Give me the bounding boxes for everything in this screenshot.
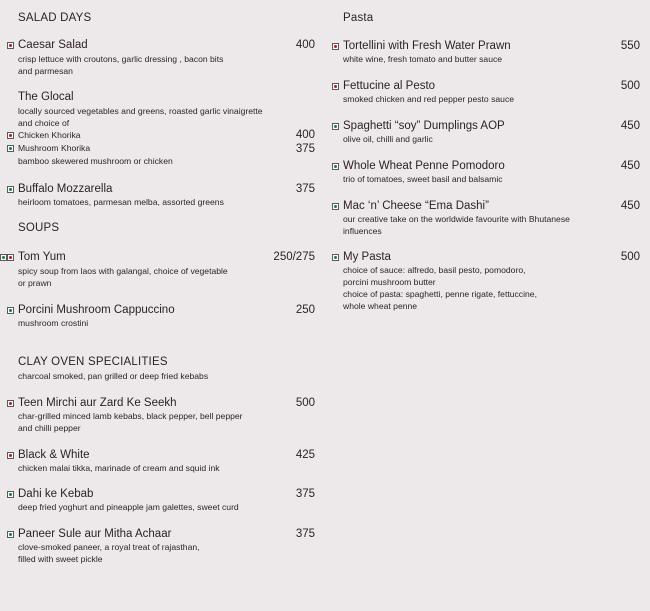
item-name: Mac ‘n’ Cheese “Ema Dashi” (343, 200, 489, 212)
item-price: 550 (620, 40, 640, 52)
item-price: 400 (295, 129, 315, 141)
item-price: 425 (295, 449, 315, 461)
item-name: Caesar Salad (18, 39, 88, 51)
non-veg-icon (332, 83, 339, 90)
item-name: Teen Mirchi aur Zard Ke Seekh (18, 397, 177, 409)
item-price: 375 (295, 183, 315, 195)
item-desc: clove-smoked paneer, a royal treat of rajasthan, (18, 542, 200, 552)
item-price: 500 (295, 397, 315, 409)
item-name: Dahi ke Kebab (18, 488, 94, 500)
veg-icon (7, 145, 14, 152)
veg-icon (0, 254, 7, 261)
section-title-pasta: Pasta (343, 12, 374, 24)
veg-icon (7, 186, 14, 193)
veg-icon (332, 254, 339, 261)
item-desc: porcini mushroom butter (343, 277, 436, 287)
item-name: Tom Yum (18, 251, 66, 263)
item-name: Spaghetti “soy” Dumplings AOP (343, 120, 505, 132)
item-name: The Glocal (18, 91, 74, 103)
item-desc: and chilli pepper (18, 423, 81, 433)
item-desc: white wine, fresh tomato and butter sauce (343, 54, 503, 64)
item-desc: deep fried yoghurt and pineapple jam galettes, sweet curd (18, 502, 239, 512)
item-desc: trio of tomatoes, sweet basil and balsamic (343, 174, 503, 184)
veg-icon (7, 491, 14, 498)
item-price: 500 (620, 80, 640, 92)
item-price: 375 (295, 488, 315, 500)
section-title-clay-oven: CLAY OVEN SPECIALITIES (18, 356, 168, 368)
non-veg-icon (332, 43, 339, 50)
item-price: 450 (620, 160, 640, 172)
item-price: 400 (295, 39, 315, 51)
item-desc: bamboo skewered mushroom or chicken (18, 156, 173, 166)
item-desc: filled with sweet pickle (18, 554, 103, 564)
item-desc: mushroom crostini (18, 318, 89, 328)
item-desc: our creative take on the worldwide favourite with Bhutanese (343, 214, 570, 224)
veg-icon (7, 531, 14, 538)
veg-icon (7, 307, 14, 314)
veg-icon (332, 203, 339, 210)
non-veg-icon (7, 452, 14, 459)
item-price: 375 (295, 528, 315, 540)
item-desc: and parmesan (18, 66, 73, 76)
item-desc: spicy soup from laos with galangal, choice of vegetable (18, 266, 228, 276)
item-desc: chicken malai tikka, marinade of cream and squid ink (18, 463, 220, 473)
item-price: 250/275 (273, 251, 315, 263)
item-price: 375 (295, 143, 315, 155)
item-option: Chicken Khorika (18, 130, 81, 140)
item-name: My Pasta (343, 251, 391, 263)
item-desc: influences (343, 226, 382, 236)
item-desc: char-grilled minced lamb kebabs, black pepper, bell pepper (18, 411, 243, 421)
item-price: 450 (620, 200, 640, 212)
item-desc: olive oil, chilli and garlic (343, 134, 433, 144)
item-desc: heirloom tomatoes, parmesan melba, assorted greens (18, 197, 224, 207)
item-name: Black & White (18, 449, 90, 461)
item-name: Paneer Sule aur Mitha Achaar (18, 528, 172, 540)
section-title-salad-days: SALAD DAYS (18, 12, 92, 24)
non-veg-icon (7, 42, 14, 49)
item-desc: or prawn (18, 278, 52, 288)
item-price: 250 (295, 304, 315, 316)
item-desc: whole wheat penne (343, 301, 418, 311)
item-name: Porcini Mushroom Cappuccino (18, 304, 175, 316)
item-name: Buffalo Mozzarella (18, 183, 113, 195)
item-desc: choice of sauce: alfredo, basil pesto, pomodoro, (343, 265, 526, 275)
veg-icon (332, 163, 339, 170)
item-desc: smoked chicken and red pepper pesto sauce (343, 94, 515, 104)
item-desc: choice of pasta: spaghetti, penne rigate, fettuccine, (343, 289, 537, 299)
item-option: Mushroom Khorika (18, 143, 91, 153)
item-desc: crisp lettuce with croutons, garlic dressing , bacon bits (18, 54, 224, 64)
item-price: 450 (620, 120, 640, 132)
non-veg-icon (7, 132, 14, 139)
non-veg-icon (7, 400, 14, 407)
item-name: Tortellini with Fresh Water Prawn (343, 40, 511, 52)
section-subtitle: charcoal smoked, pan grilled or deep fried kebabs (18, 371, 209, 381)
section-title-soups: SOUPS (18, 222, 60, 234)
item-name: Whole Wheat Penne Pomodoro (343, 160, 505, 172)
item-desc: and choice of (18, 118, 70, 128)
non-veg-icon (7, 254, 14, 261)
item-price: 500 (620, 251, 640, 263)
item-name: Fettucine al Pesto (343, 80, 436, 92)
item-desc: locally sourced vegetables and greens, roasted garlic vinaigrette (18, 106, 263, 116)
veg-icon (332, 123, 339, 130)
